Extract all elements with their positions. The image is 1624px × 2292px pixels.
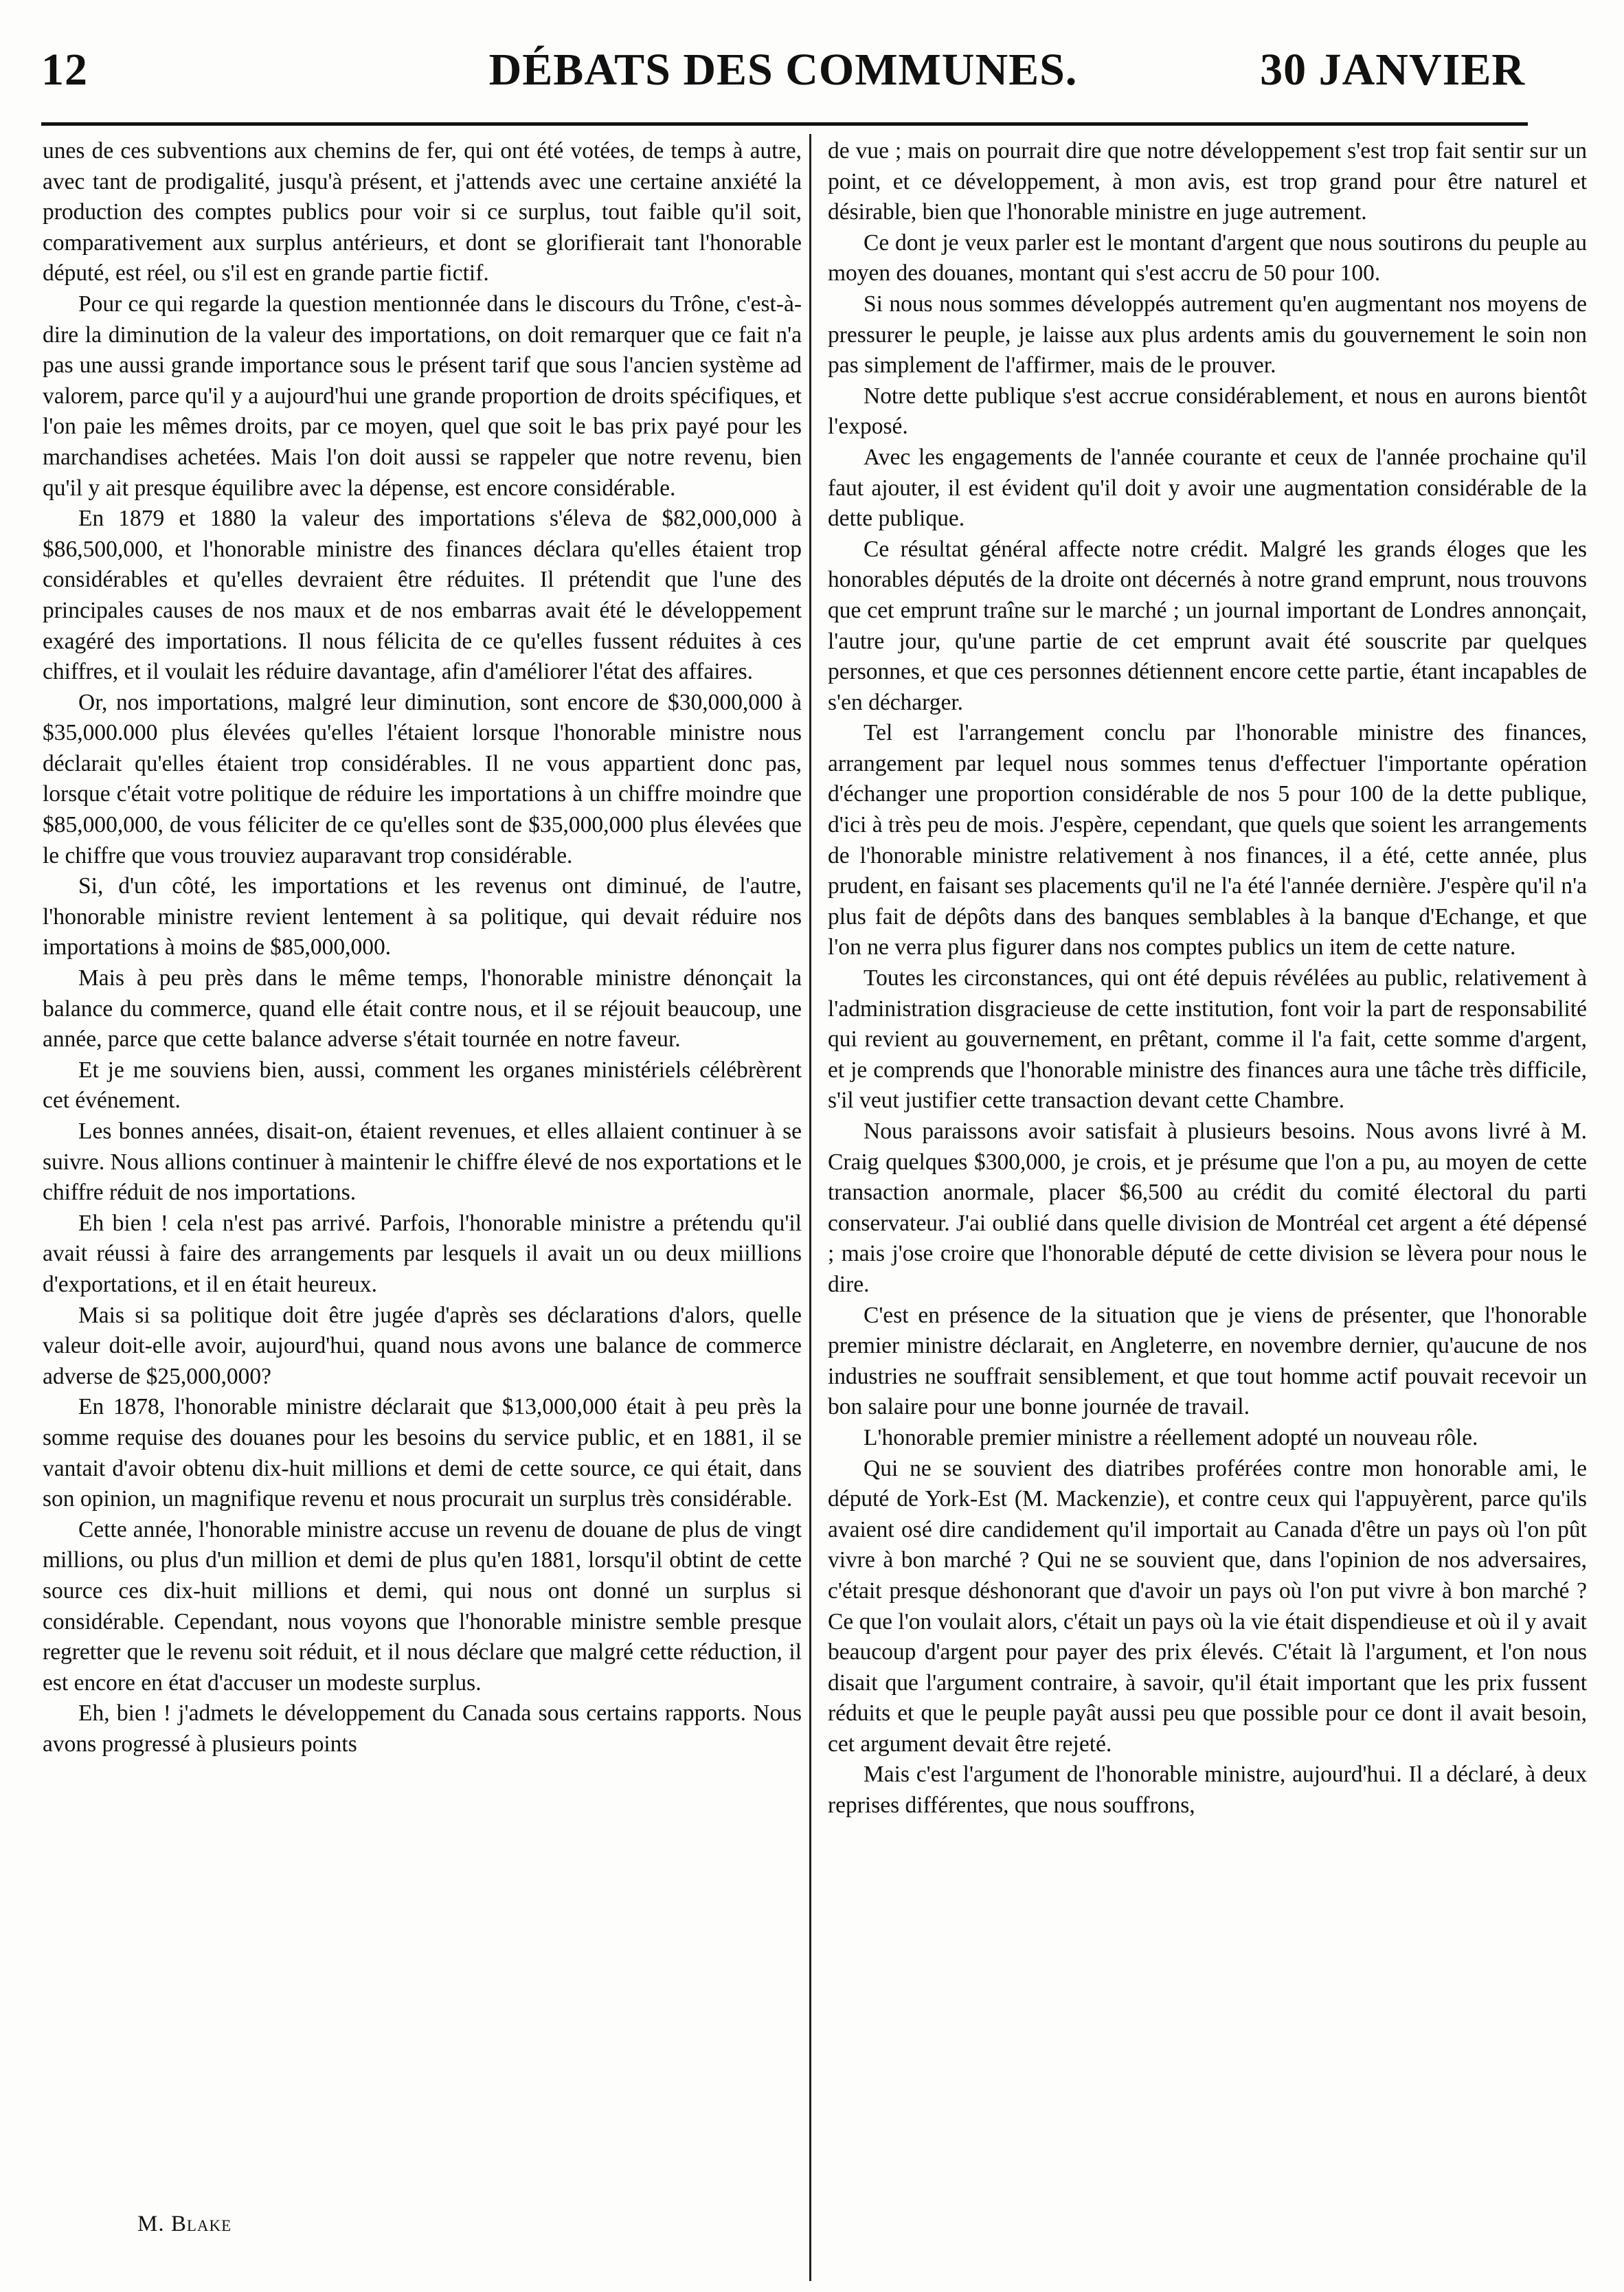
paragraph: Si, d'un côté, les importations et les revenus ont diminué, de l'autre, l'honorable ministre revient lentement à sa politique, qui devait réduire nos importations à moins de $85,000,000. <box>43 873 802 960</box>
paragraph: Mais c'est l'argument de l'honorable ministre, aujourd'hui. Il a déclaré, à deux reprises différentes, que nous souffrons, <box>828 1762 1587 1819</box>
paragraph: Ce résultat général affecte notre crédit. Malgré les grands éloges que les honorables députés de la droite ont décernés à notre grand emprunt, nous trouvons que cet emprunt traîne sur le marché ; un journal important de Londres annonçait, l'autre jour, qu'une partie de cet emprunt avait été souscrite par quelques personnes, et que ces personnes détiennent encore cette partie, étant incapables de s'en décharger. <box>828 536 1587 715</box>
paragraph: En 1878, l'honorable ministre déclarait que $13,000,000 était à peu près la somme requise des douanes pour les besoins du service public, et en 1881, il se vantait d'avoir obtenu dix-huit millions et demi de cette source, ce qui était, dans son opinion, un magnifique revenu et nous procurait un surplus très considérable. <box>43 1394 802 1512</box>
paragraph: Mais si sa politique doit être jugée d'après ses déclarations d'alors, quelle valeur doit-elle avoir, aujourd'hui, quand nous avons une balance de commerce adverse de $25,000,000? <box>43 1302 802 1389</box>
left-column <box>43 136 802 1760</box>
paragraph: Toutes les circonstances, qui ont été depuis révélées au public, relativement à l'administration disgracieuse de cette institution, font voir la part de responsabilité qui revient au gouvernement, en prêtant, comme il l'a fait, cette somme d'argent, et je comprends que l'honorable ministre des finances aura une tâche très difficile, s'il veut justifier cette transaction devant cette Chambre. <box>828 965 1587 1114</box>
paragraph: Les bonnes années, disait-on, étaient revenues, et elles allaient continuer à se suivre. Nous allions continuer à maintenir le chiffre élevé de nos exportations et le chiffre réduit de nos importations. <box>43 1119 802 1206</box>
page-number: 12 <box>41 45 88 95</box>
paragraph: Nous paraissons avoir satisfait à plusieurs besoins. Nous avons livré à M. Craig quelques $300,000, je crois, et je présume que l'on a pu, au moyen de cette transaction anormale, placer $6,500 au crédit du comité électoral du parti conservateur. J'ai oublié dans quelle division de Montréal cet argent a été dépensé ; mais j'ose croire que l'honorable député de cette division se lèvera pour nous le dire. <box>828 1119 1587 1297</box>
column-divider <box>809 134 811 2281</box>
paragraph: Et je me souviens bien, aussi, comment les organes ministériels célébrèrent cet événement. <box>43 1057 802 1114</box>
paragraph: Tel est l'arrangement conclu par l'honorable ministre des finances, arrangement par lequel nous sommes tenus d'effectuer l'importante opération d'échanger une proportion considérable de nos 5 pour 100 de la dette publique, d'ici à très peu de mois. J'espère, cependant, que quels que soient les arrangements de l'honorable ministre relativement à nos finances, il a été, cette année, plus prudent, en faisant ses placements qu'il ne l'a été l'année dernière. J'espère qu'il n'a plus fait de dépôts dans des banques semblables à la banque d'Echange, et que l'on ne verra plus figurer dans nos comptes publics un item de cette nature. <box>828 720 1587 960</box>
page-header <box>41 43 1525 98</box>
paragraph: Avec les engagements de l'année courante et ceux de l'année prochaine qu'il faut ajouter, il est évident qu'il doit y avoir une augmentation considérable de la dette publique. <box>828 444 1587 532</box>
speaker-name: M. Blake <box>137 2212 232 2236</box>
journal-title: DÉBATS DES COMMUNES. <box>488 45 1078 95</box>
paragraph: Or, nos importations, malgré leur diminution, sont encore de $30,000,000 à $35,000.000 plus élevées qu'elles l'étaient lorsque l'honorable ministre nous déclarait qu'elles étaient trop considérables. Il ne vous appartient donc pas, lorsque c'était votre politique de réduire les importations à un chiffre moindre que $85,000,000, de vous féliciter de ce qu'elles sont de $35,000,000 plus élevées que le chiffre que vous trouviez auparavant trop considérable. <box>43 689 802 868</box>
issue-date: 30 JANVIER <box>1260 45 1525 95</box>
paragraph: Si nous nous sommes développés autrement qu'en augmentant nos moyens de pressurer le peuple, je laisse aux plus ardents amis du gouvernement le soin non pas simplement de l'affirmer, mais de le prouver. <box>828 291 1587 379</box>
paragraph: Cette année, l'honorable ministre accuse un revenu de douane de plus de vingt millions, ou plus d'un million et demi de plus qu'en 1881, lorsqu'il obtint de cette source ces dix-huit millions et demi, qui nous ont donné un surplus si considérable. Cependant, nous voyons que l'honorable ministre semble presque regretter que le revenu soit réduit, et il nous déclare que malgré cette réduction, il est encore en état d'accuser un modeste surplus. <box>43 1516 802 1696</box>
paragraph: Pour ce qui regarde la question mentionnée dans le discours du Trône, c'est-à-dire la diminution de la valeur des importations, on doit remarquer que ce fait n'a pas une aussi grande importance sous le présent tarif que sous l'ancien système ad valorem, parce qu'il y a aujourd'hui une grande proportion de droits spécifiques, et l'on paie les mêmes droits, par ce moyen, quel que soit le bas prix payé pour les marchandises achetées. Mais l'on doit aussi se rappeler que notre revenu, bien qu'il y ait presque équilibre avec la dépense, est encore considérable. <box>43 291 802 501</box>
paragraph: Ce dont je veux parler est le montant d'argent que nous soutirons du peuple au moyen des douanes, montant qui s'est accru de 50 pour 100. <box>828 229 1587 286</box>
paragraph: unes de ces subventions aux chemins de fer, qui ont été votées, de temps à autre, avec tant de prodigalité, jusqu'à présent, et j'attends avec une certaine anxiété la production des comptes publics pour voir si ce surplus, tout faible qu'il soit, comparativement aux surplus antérieurs, et dont se glorifierait tant l'honorable député, est réel, ou s'il est en grande partie fictif. <box>43 138 802 286</box>
paragraph: Eh, bien ! j'admets le développement du Canada sous certains rapports. Nous avons progressé à plusieurs points <box>43 1700 802 1757</box>
paragraph: L'honorable premier ministre a réellement adopté un nouveau rôle. <box>864 1424 1478 1450</box>
right-column <box>828 136 1587 1821</box>
header-rule <box>41 122 1528 126</box>
paragraph: Mais à peu près dans le même temps, l'honorable ministre dénonçait la balance du commerce, quand elle était contre nous, et il se réjouit beaucoup, une année, parce que cette balance adverse s'était tournée en notre faveur. <box>43 965 802 1053</box>
paragraph: Qui ne se souvient des diatribes proférées contre mon honorable ami, le député de York-Est (M. Mackenzie), et contre ceux qui l'appuyèrent, parce qu'ils avaient osé dire candidement qu'il importait au Canada d'être un pays où l'on pût vivre à bon marché ? Qui ne se souvient que, dans l'opinion de nos adversaires, c'était presque déshonorant que d'avoir un pays où l'on put vivre à bon marché ? Ce que l'on voulait alors, c'était un pays où la vie était dispendieuse et où il y avait beaucoup d'argent pour payer des prix élevés. C'était là l'argument, et l'on nous disait que l'argument contraire, à savoir, qu'il était important que les prix fussent réduits et que le peuple payât aussi peu que possible pour ce dont il avait besoin, cet argument devait être rejeté. <box>828 1455 1587 1757</box>
paragraph: de vue ; mais on pourrait dire que notre développement s'est trop fait sentir sur un point, et ce développement, à mon avis, est trop grand pour être naturel et désirable, bien que l'honorable ministre en juge autrement. <box>828 138 1587 225</box>
paragraph: C'est en présence de la situation que je viens de présenter, que l'honorable premier ministre déclarait, en Angleterre, en novembre dernier, qu'aucune de nos industries ne souffrait sensiblement, et que tout homme actif pouvait recevoir un bon salaire pour une bonne journée de travail. <box>828 1302 1587 1420</box>
paragraph: Eh bien ! cela n'est pas arrivé. Parfois, l'honorable ministre a prétendu qu'il avait réussi à faire des arrangements par lesquels il avait un ou deux miillions d'exportations, et il en était heureux. <box>43 1210 802 1297</box>
paragraph: En 1879 et 1880 la valeur des importations s'éleva de $82,000,000 à $86,500,000, et l'honorable ministre des finances déclara qu'elles étaient trop considérables et qu'elles devraient être réduites. Il prétendit que l'une des principales causes de nos maux et de nos embarras avait été le développement exagéré des importations. Il nous félicita de ce qu'elles fussent réduites à ces chiffres, et il voulait les réduire davantage, afin d'améliorer l'état des affaires. <box>43 506 802 685</box>
paragraph: Notre dette publique s'est accrue considérablement, et nous en aurons bientôt l'exposé. <box>828 383 1587 440</box>
